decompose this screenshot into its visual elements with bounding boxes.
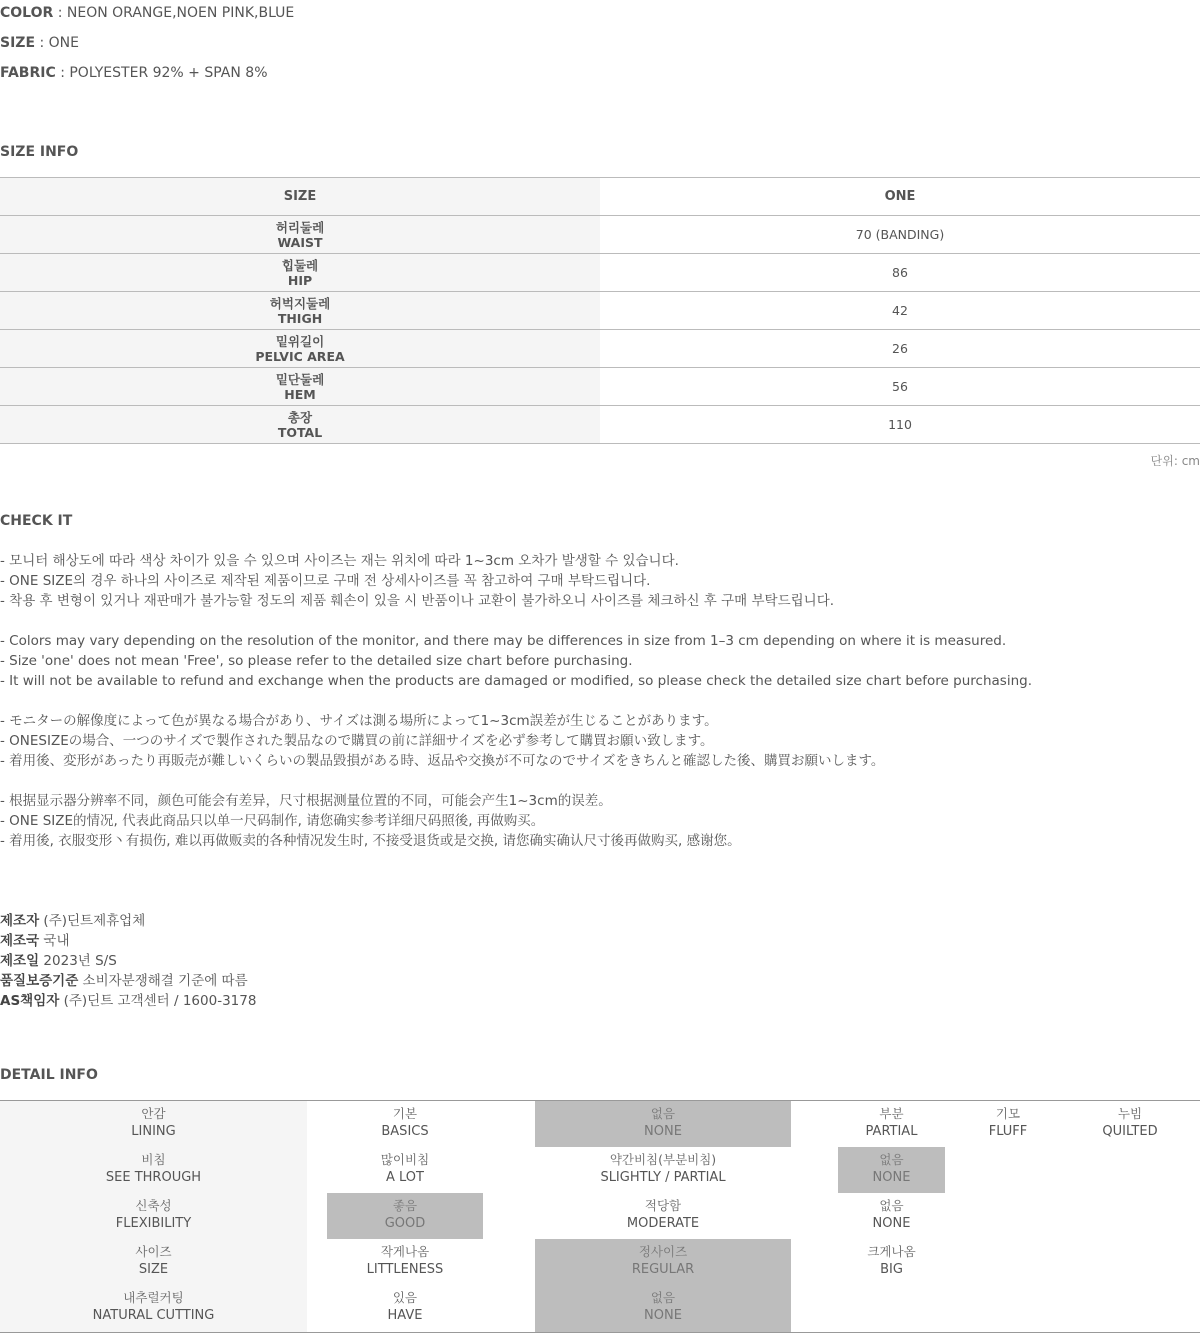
measure-value: 70 (BANDING) — [600, 216, 1200, 254]
option-ko: 기본 — [392, 1106, 418, 1121]
measure-label-ko: 총장 — [287, 409, 313, 425]
measure-value: 56 — [600, 368, 1200, 406]
notes-chinese — [0, 791, 741, 851]
measure-label — [0, 254, 600, 292]
measure-label-ko: 허리둘레 — [275, 219, 325, 235]
option-ko: 작게나옴 — [380, 1244, 430, 1259]
detail-info-heading: DETAIL INFO — [0, 1067, 98, 1083]
measure-label — [0, 292, 600, 330]
size-row-total — [0, 406, 1200, 444]
measure-label-en: HEM — [284, 386, 316, 402]
spec-size-label: SIZE — [0, 35, 36, 51]
option-ko: 크게나옴 — [867, 1244, 916, 1259]
note-line: - 着用後、変形があったり再販売が難しいくらいの製品毀損がある時、返品や交換が不可なのでサイズをきちんと確認した後、購買お願いします。 — [0, 753, 885, 769]
measure-value: 26 — [600, 330, 1200, 368]
option-size-big — [838, 1239, 945, 1285]
option-ko: 적당함 — [644, 1198, 682, 1213]
option-lining-none — [535, 1101, 791, 1147]
manufacturer-label: 제조일 — [0, 953, 40, 969]
option-en: FLUFF — [988, 1124, 1028, 1139]
detail-label-ko: 내추럴커팅 — [123, 1290, 184, 1305]
spec-fabric-value: : POLYESTER 92% + SPAN 8% — [60, 65, 268, 81]
detail-label-en: SEE THROUGH — [105, 1170, 202, 1185]
option-natural-cutting-none — [535, 1285, 791, 1332]
detail-label-ko: 비침 — [141, 1152, 166, 1167]
spec-color — [0, 5, 294, 21]
option-see-through-slightly — [535, 1147, 791, 1193]
measure-label-en: THIGH — [277, 310, 323, 326]
manufacturer-info — [0, 911, 256, 1011]
measure-value: 42 — [600, 292, 1200, 330]
note-line: - 모니터 해상도에 따라 색상 차이가 있을 수 있으며 사이즈는 재는 위치에 따라 1~3cm 오차가 발생할 수 있습니다. — [0, 553, 679, 569]
option-en: NONE — [872, 1170, 911, 1185]
option-en: NONE — [872, 1216, 911, 1231]
option-en: NONE — [644, 1124, 682, 1139]
detail-label-natural-cutting — [0, 1289, 307, 1325]
option-en: BASICS — [381, 1124, 429, 1139]
size-info-heading: SIZE INFO — [0, 144, 79, 160]
option-see-through-none — [838, 1147, 945, 1193]
size-table-header — [0, 178, 1200, 216]
option-en: BIG — [880, 1262, 903, 1277]
manufacturer-value: 2023년 S/S — [43, 953, 117, 969]
detail-label-lining — [0, 1105, 307, 1141]
measure-label-ko: 밑위길이 — [275, 333, 325, 349]
option-natural-cutting-have — [327, 1285, 483, 1332]
note-line: - ONESIZEの場合、一つのサイズで製作された製品なので購買の前に詳細サイズを必ず参考して購買お願い致します。 — [0, 733, 714, 749]
spec-color-label: COLOR — [0, 5, 54, 21]
option-en: HAVE — [387, 1308, 423, 1323]
notes-korean — [0, 551, 834, 611]
option-size-regular — [535, 1239, 791, 1285]
spec-fabric — [0, 65, 268, 81]
manufacturer-label: 품질보증기준 — [0, 973, 79, 989]
size-row-hem — [0, 368, 1200, 406]
detail-label-see-through — [0, 1151, 307, 1187]
option-flexibility-good — [327, 1193, 483, 1239]
size-header-value: ONE — [600, 178, 1200, 216]
detail-label-ko: 안감 — [141, 1106, 166, 1121]
manufacturer-line — [0, 991, 256, 1011]
note-line: - 착용 후 변형이 있거나 재판매가 불가능할 정도의 제품 훼손이 있을 시 반품이나 교환이 불가하오니 사이즈를 체크하신 후 구매 부탁드립니다. — [0, 593, 835, 609]
measure-label — [0, 368, 600, 406]
measure-label-en: PELVIC AREA — [255, 348, 345, 364]
note-line: - 根据显示器分辨率不同，颜色可能会有差异，尺寸根据测量位置的不同，可能会产生1~3cm的误差。 — [0, 793, 612, 809]
option-ko: 없음 — [650, 1290, 676, 1305]
size-row-waist — [0, 216, 1200, 254]
note-line: - 着用後, 衣服变形丶有损伤, 难以再做贩卖的各种情况发生时, 不接受退货或是交换, 请您确实确认尺寸後再做购买, 感谢您。 — [0, 833, 741, 849]
option-ko: 약간비침(부분비침) — [609, 1152, 717, 1167]
option-ko: 기모 — [995, 1106, 1021, 1121]
detail-label-flexibility — [0, 1197, 307, 1233]
option-ko: 없음 — [879, 1152, 904, 1167]
detail-label-en: FLEXIBILITY — [115, 1216, 192, 1231]
detail-grid — [0, 1100, 1200, 1333]
option-ko: 누빔 — [1117, 1106, 1143, 1121]
option-en: LITTLENESS — [366, 1262, 444, 1277]
note-line: - Colors may vary depending on the resolution of the monitor, and there may be differences in size from 1–3 cm depending on where it is measured. — [0, 633, 1007, 649]
option-en: NONE — [644, 1308, 682, 1323]
option-lining-basics — [327, 1101, 483, 1147]
spec-size — [0, 35, 79, 51]
manufacturer-line — [0, 931, 256, 951]
option-size-littleness — [327, 1239, 483, 1285]
unit-note: 단위: cm — [1150, 454, 1200, 468]
option-ko: 부분 — [879, 1106, 904, 1121]
option-en: A LOT — [386, 1170, 424, 1185]
note-line: - ONE SIZE의 경우 하나의 사이즈로 제작된 제품이므로 구매 전 상세사이즈를 꼭 참고하여 구매 부탁드립니다. — [0, 573, 651, 589]
option-see-through-a-lot — [327, 1147, 483, 1193]
measure-label-en: TOTAL — [277, 424, 323, 440]
detail-label-en: NATURAL CUTTING — [92, 1308, 215, 1323]
manufacturer-value: 소비자분쟁해결 기준에 따름 — [82, 973, 248, 989]
option-en: SLIGHTLY / PARTIAL — [600, 1170, 726, 1185]
manufacturer-value: 국내 — [43, 933, 70, 949]
option-ko: 좋음 — [392, 1198, 418, 1213]
measure-label-ko: 힙둘레 — [281, 257, 319, 273]
spec-color-value: : NEON ORANGE,NOEN PINK,BLUE — [57, 5, 295, 21]
size-row-thigh — [0, 292, 1200, 330]
measure-value: 110 — [600, 406, 1200, 444]
option-flexibility-moderate — [535, 1193, 791, 1239]
measure-label-ko: 밑단둘레 — [275, 371, 325, 387]
detail-label-en: SIZE — [138, 1262, 169, 1277]
measure-value: 86 — [600, 254, 1200, 292]
option-en: PARTIAL — [865, 1124, 918, 1139]
manufacturer-label: AS책임자 — [0, 993, 60, 1009]
manufacturer-value: (주)딘트 고객센터 / 1600-3178 — [63, 993, 257, 1009]
note-line: - Size 'one' does not mean 'Free', so please refer to the detailed size chart before purchasing. — [0, 653, 633, 669]
manufacturer-line — [0, 971, 256, 991]
option-en: QUILTED — [1102, 1124, 1158, 1139]
manufacturer-label: 제조국 — [0, 933, 40, 949]
option-ko: 없음 — [650, 1106, 676, 1121]
option-en: REGULAR — [631, 1262, 695, 1277]
size-header-label: SIZE — [0, 178, 600, 216]
note-line: - モニターの解像度によって色が異なる場合があり、サイズは測る場所によって1~3cm誤差が生じることがあります。 — [0, 713, 718, 729]
measure-label — [0, 216, 600, 254]
detail-label-en: LINING — [131, 1124, 176, 1139]
option-en: MODERATE — [626, 1216, 700, 1231]
option-lining-fluff — [958, 1101, 1058, 1147]
manufacturer-label: 제조자 — [0, 913, 40, 929]
notes-japanese — [0, 711, 884, 771]
option-ko: 정사이즈 — [638, 1244, 688, 1259]
measure-label-en: HIP — [287, 272, 313, 288]
detail-label-ko: 신축성 — [135, 1198, 172, 1213]
detail-label-ko: 사이즈 — [135, 1244, 172, 1259]
option-ko: 있음 — [392, 1290, 418, 1305]
measure-label — [0, 406, 600, 444]
check-it-heading: CHECK IT — [0, 513, 73, 529]
option-en: GOOD — [384, 1216, 426, 1231]
size-row-pelvic-area — [0, 330, 1200, 368]
measure-label-ko: 허벅지둘레 — [269, 295, 331, 311]
option-lining-partial — [838, 1101, 945, 1147]
manufacturer-line — [0, 951, 256, 971]
option-ko: 없음 — [879, 1198, 904, 1213]
measure-label-en: WAIST — [277, 234, 323, 250]
size-row-hip — [0, 254, 1200, 292]
option-lining-quilted — [1070, 1101, 1190, 1147]
size-table — [0, 177, 1200, 444]
note-line: - ONE SIZE的情况, 代表此商品只以单一尺码制作, 请您确实参考详细尺码照後, 再做购买。 — [0, 813, 545, 829]
measure-label — [0, 330, 600, 368]
notes-english — [0, 631, 1032, 691]
option-flexibility-none — [838, 1193, 945, 1239]
spec-size-value: : ONE — [39, 35, 79, 51]
spec-fabric-label: FABRIC — [0, 65, 56, 81]
detail-label-size — [0, 1243, 307, 1279]
note-line: - It will not be available to refund and exchange when the products are damaged or modified, so please check the detailed size chart before purchasing. — [0, 673, 1032, 689]
option-ko: 많이비침 — [380, 1152, 430, 1167]
manufacturer-value: (주)딘트제휴업체 — [43, 913, 146, 929]
manufacturer-line — [0, 911, 256, 931]
